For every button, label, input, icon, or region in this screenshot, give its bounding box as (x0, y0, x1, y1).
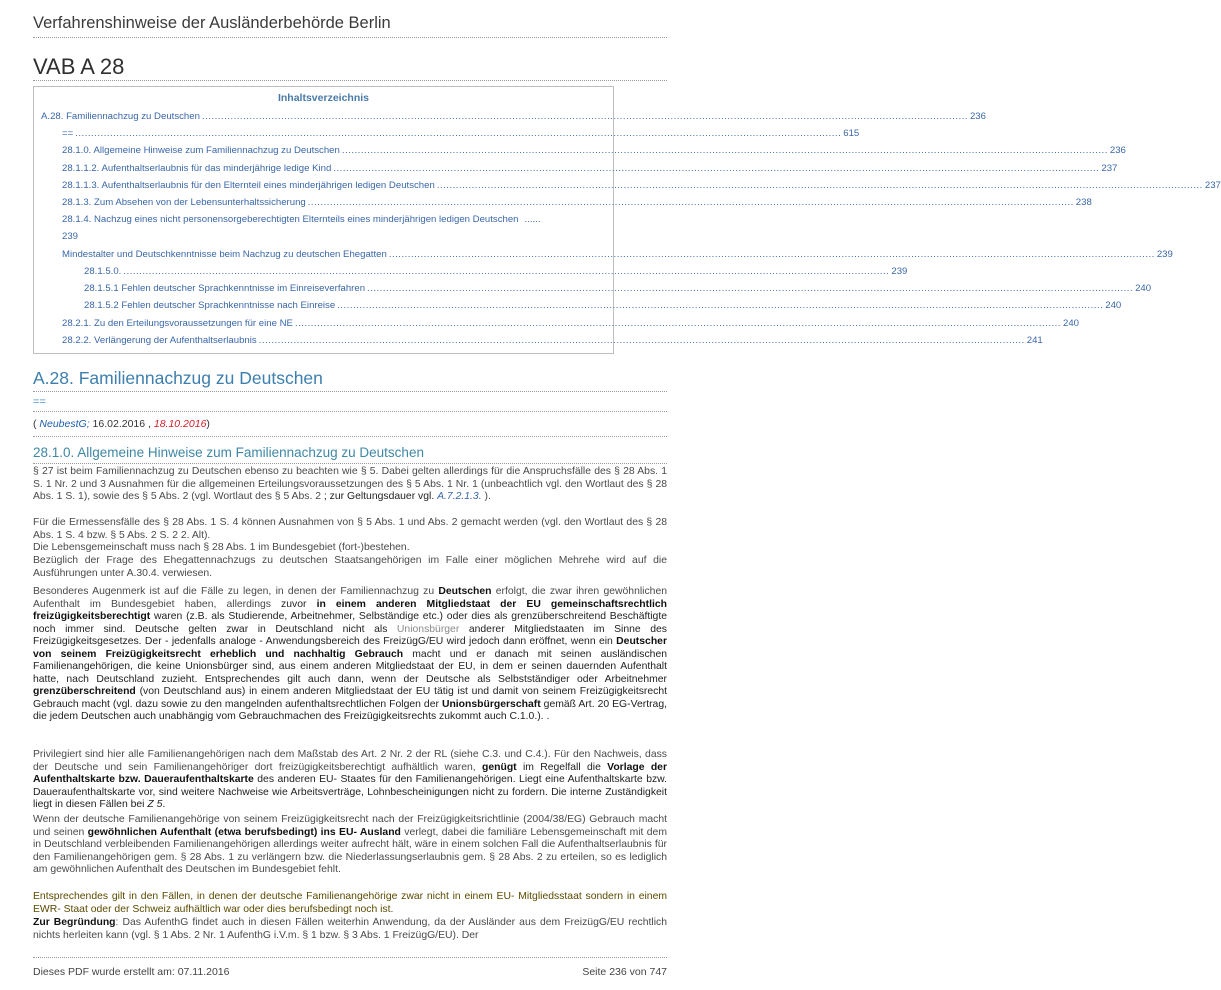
body-paragraph-5 (33, 586, 667, 724)
toc-item-label: 28.1.3. Zum Absehen von der Lebensunterhaltssicherung (62, 197, 306, 208)
emphasis-text: ins EU- Ausland (317, 826, 401, 838)
toc-item[interactable] (62, 128, 860, 139)
citation-date-changed: 18.10.2016 (153, 418, 207, 430)
toc-item-label: 28.1.1.3. Aufenthaltserlaubnis für den Elternteil eines minderjährigen ledigen Deutschen (62, 180, 435, 191)
toc-item-label: 28.2.1. Zu den Erteilungsvoraussetzungen für eine NE (62, 318, 293, 329)
toc-item[interactable] (62, 145, 1126, 156)
body-text: erfolgt, die zwar ihren gewöhnlichen Aufenthalt im Bundesgebiet haben, allerdings (33, 586, 667, 610)
body-paragraph-1 (33, 466, 667, 504)
toc-item-page: 238 (1075, 197, 1092, 208)
body-text: ; zur Geltungsdauer vgl. (323, 491, 438, 503)
body-text: im Regelfall die (516, 761, 608, 773)
toc-item-continuation (62, 231, 607, 242)
toc-leader: .................................................................................................................................................................................................................................................. (307, 197, 1074, 208)
citation-link[interactable]: NeubestG; (39, 418, 90, 430)
emphasis-text: gewöhnlichen Aufenthalt (87, 826, 212, 838)
emphasis-text: Unionsbürgerschaft (441, 698, 541, 710)
body-text: Z 5 (147, 799, 163, 811)
body-text: (von Deutschland aus) in einem anderen Mitgliedstaat der EU tätig ist und damit von seinem Freizügigkeitsrecht Gebrauch macht (vgl. dazu sowie zu den mangelnden aufenthaltsrechtlichen Folgen der (33, 686, 667, 710)
toc-item[interactable] (84, 283, 1152, 294)
toc-item-label: Mindestalter und Deutschkenntnisse beim Nachzug zu deutschen Ehegatten (62, 249, 387, 260)
body-text: Unionsbürger (396, 623, 460, 635)
body-text: des anderen EU- Staates für den Familienangehörigen. Liegt eine Aufenthaltskarte bzw. Daueraufenthaltskarte vor, sind weitere Nachweise wie Arbeitsverträge, Lohnbescheinigungen nicht zu fordern. Die interne Zuständigkeit liegt in diesen Fällen bei (33, 774, 667, 811)
toc-item-page: 241 (1026, 335, 1043, 346)
toc-leader: .................................................................................................................................................................................................................................................. (333, 163, 1100, 174)
toc-item[interactable] (62, 197, 1092, 208)
toc-item[interactable] (62, 335, 1043, 346)
citation-close: ) (206, 418, 210, 430)
title-divider (33, 80, 667, 81)
toc-item[interactable] (84, 266, 908, 277)
page-title: VAB A 28 (33, 54, 125, 79)
body-text: ). (481, 491, 491, 503)
body-text: macht und er danach mit seinen ausländischen Familienangehörigen, die keine Unionsbürger sind, aus einem anderen Mitgliedstaat der EU, in dem er seinen dauernden Aufenthalt hatte, nach Deutschland zuzieht. Entsprechendes gilt auch dann, wenn der Deutsche als Selbstständiger oder Arbeitnehmer (33, 648, 667, 685)
cross-reference-link[interactable]: A.7.2.1.3. (437, 491, 482, 503)
body-paragraph-9 (33, 917, 667, 942)
toc-item-label: A.28. Familiennachzug zu Deutschen (41, 111, 200, 122)
emphasis-text: grenzüberschreitend (33, 686, 136, 698)
body-paragraph-6 (33, 749, 667, 812)
body-text: : Das AufenthG findet auch in diesen Fällen weiterhin Anwendung, da der Ausländer aus dem FreizügG/EU rechtlich nichts herleiten kann (vgl. § 1 Abs. 2 Nr. 1 AufenthG i.V.m. § 1 bzw. § 3 Abs. 1 FreizügG/EU). Der (33, 917, 667, 941)
section-title: A.28. Familiennachzug zu Deutschen (33, 368, 323, 388)
toc-item-page: 237 (1204, 180, 1221, 191)
toc-item-label: 28.1.5.0. (84, 266, 122, 277)
toc-heading: Inhaltsverzeichnis (277, 92, 370, 104)
toc-leader: .................................................................................................................................................................................................................................................. (258, 335, 1025, 346)
toc-item-page: 240 (1105, 300, 1122, 311)
body-text: verlegt, dabei die familiäre Lebensgemeinschaft mit dem in Deutschland verbleibenden Familienangehörigen allerdings weiter aufrecht hält, wäre in einem solchen Fall die Aufenthaltserlaubnis für den Familienangehörigen gem. § 28 Abs. 1 zu verlängern bzw. die Niederlassungserlaubnis gem. § 28 Abs. 2 zu erteilen, so es lediglich am gewöhnlichen Aufenthalt des Deutschen im Bundesgebiet fehlt. (33, 826, 667, 876)
emphasis-text: Deutscher von seinem Freizügigkeitsrecht erheblich und nachhaltig Gebrauch (33, 636, 667, 660)
toc-leader: ...... (524, 214, 541, 225)
footer-divider (33, 957, 667, 958)
emphasis-text: genügt (482, 761, 517, 773)
body-text: § 27 ist beim Familiennachzug zu Deutschen ebenso zu beachten wie § 5. Dabei gelten allerdings für die Anspruchsfälle des § 28 Abs. 1 S. 1 Nr. 2 und 3 Ausnahmen für die allgemeinen Erteilungsvoraussetzungen des § 5 Abs. 1 Nr. 1 (unbeachtlich vgl. den Wortlaut des § 28 Abs. 1 S. 1), sowie des § 5 Abs. 2 (vgl. Wortlaut des § 5 Abs. 2 (33, 466, 667, 503)
body-text: Wenn der deutsche Familienangehörige von seinem Freizügigkeitsrecht nach der Freizügigkeitsrichtlinie (2004/38/EG) Gebrauch macht und seinen (33, 814, 667, 838)
toc-leader: .................................................................................................................................................................................................................................................. (75, 128, 842, 139)
toc-item-page: 239 (62, 231, 79, 242)
emphasis-text: (etwa berufsbedingt) (211, 826, 318, 838)
body-paragraph-4: Bezüglich der Frage des Ehegattennachzugs zu deutschen Staatsangehörigen im Falle einer möglichen Mehrehe wird auf die Ausführungen unter A.30.4. verwiesen. (33, 555, 667, 579)
toc-item-page: 236 (1109, 145, 1126, 156)
toc-item-label: 28.2.2. Verlängerung der Aufenthaltserlaubnis (62, 335, 257, 346)
emphasis-text: Zur Begründung (33, 917, 116, 928)
citation-date: 16.02.2016 , (89, 418, 154, 430)
toc-leader: .................................................................................................................................................................................................................................................. (341, 145, 1108, 156)
toc-item[interactable] (84, 300, 1122, 311)
toc-item-label: 28.1.5.1 Fehlen deutscher Sprachkenntnisse im Einreiseverfahren (84, 283, 366, 294)
toc-leader: .................................................................................................................................................................................................................................................. (388, 249, 1155, 260)
toc-item[interactable] (62, 180, 1221, 191)
toc-item-label: 28.1.4. Nachzug eines nicht personensorgeberechtigten Elternteils eines minderjährigen ledigen Deutschen (62, 214, 519, 225)
toc-item-page: 236 (969, 111, 986, 122)
toc-item-page: 615 (843, 128, 860, 139)
toc-item-page: 240 (1135, 283, 1152, 294)
toc-item-label: == (62, 128, 74, 139)
toc-item[interactable] (41, 111, 986, 122)
eqeq-marker: == (33, 396, 46, 408)
toc-leader: .................................................................................................................................................................................................................................................. (123, 266, 890, 277)
eqeq-divider (33, 411, 667, 412)
footer-page-number: Seite 236 von 747 (582, 966, 667, 978)
body-text: . (162, 799, 166, 811)
subsection-title: 28.1.0. Allgemeine Hinweise zum Familiennachzug zu Deutschen (33, 445, 424, 460)
emphasis-text: Deutschen (438, 586, 492, 597)
toc-item-label: 28.1.1.2. Aufenthaltserlaubnis für das minderjährige ledige Kind (62, 163, 332, 174)
header-title: Verfahrenshinweise der Ausländerbehörde Berlin (33, 14, 391, 32)
toc-item-label: 28.1.0. Allgemeine Hinweise zum Familiennachzug zu Deutschen (62, 145, 340, 156)
toc-item[interactable] (62, 249, 1173, 260)
toc-leader: .................................................................................................................................................................................................................................................. (337, 300, 1104, 311)
footer-created-date: Dieses PDF wurde erstellt am: 07.11.2016 (33, 966, 230, 978)
body-paragraph-3: Die Lebensgemeinschaft muss nach § 28 Abs. 1 im Bundesgebiet (fort-)bestehen. (33, 542, 410, 553)
body-text: Besonderes Augenmerk ist auf die Fälle zu legen, in denen der Familiennachzug zu (33, 586, 439, 597)
citation-divider (33, 436, 667, 437)
toc-leader: .................................................................................................................................................................................................................................................. (436, 180, 1203, 191)
toc-item[interactable] (62, 163, 1118, 174)
toc-leader: .................................................................................................................................................................................................................................................. (201, 111, 968, 122)
toc-item-page: 239 (891, 266, 908, 277)
body-paragraph-8: Entsprechendes gilt in den Fällen, in denen der deutsche Familienangehörige zwar nicht in einem EU- Mitgliedsstaat sondern in einem EWR- Staat oder der Schweiz aufhältlich war oder dies berufsbedingt noch ist. (33, 891, 667, 915)
subsection-divider (33, 463, 667, 464)
body-text: zuvor (281, 598, 317, 610)
emphasis-text: Vorlage der Aufenthaltskarte bzw. Daueraufenthaltskarte (33, 761, 667, 786)
body-text: Privilegiert sind hier alle Familienangehörigen nach dem Maßstab des Art. 2 Nr. 2 der RL (siehe C.3. und C.4.). Für den Nachweis, dass der Deutsche und sein Familienangehöriger dort freizügigkeitsberechtigt aufhältlich waren, (33, 749, 667, 773)
body-paragraph-7 (33, 814, 667, 877)
emphasis-text: in einem anderen Mitgliedstaat der EU gemeinschaftsrechtlich freizügigkeitsberechtigt (33, 598, 668, 623)
toc-item[interactable] (62, 214, 607, 225)
citation-line (33, 418, 210, 430)
toc-item-page: 240 (1062, 318, 1079, 329)
body-text: gemäß Art. 20 EG-Vertrag, die jedem Deutschen auch unabhängig vom Gebrauchmachen des Freizügigkeitsrechts zukommt auch C.1.0.). . (33, 698, 667, 723)
body-paragraph-2: Für die Ermessensfälle des § 28 Abs. 1 S. 4 können Ausnahmen von § 5 Abs. 1 und Abs. 2 gemacht werden (vgl. den Wortlaut des § 28 Abs. 1 S. 4 bzw. § 5 Abs. 2 S. 2 2. Alt). (33, 517, 667, 541)
citation-open: ( (33, 418, 40, 430)
header-divider (33, 37, 667, 38)
toc-leader: .................................................................................................................................................................................................................................................. (367, 283, 1134, 294)
body-text: anderer Mitgliedstaaten im Sinne des Freizügigkeitsgesetzes. Der - jedenfalls analoge - Anwendungsbereich des FreizügG/EU wird jedoch dann eröffnet, wenn ein (33, 623, 667, 648)
toc-item-label: 28.1.5.2 Fehlen deutscher Sprachkenntnisse nach Einreise (84, 300, 336, 311)
body-text: waren (z.B. als Studierende, Arbeitnehmer, Selbständige etc.) oder dies als grenzüberschreitend Beschäftigte noch immer sind. Deutsche gelten zwar in Deutschland nicht als (33, 611, 667, 635)
section-divider (33, 391, 667, 392)
toc-item-page: 239 (1156, 249, 1173, 260)
toc-item-page: 237 (1101, 163, 1118, 174)
toc-item[interactable] (62, 318, 1079, 329)
toc-leader: .................................................................................................................................................................................................................................................. (294, 318, 1061, 329)
